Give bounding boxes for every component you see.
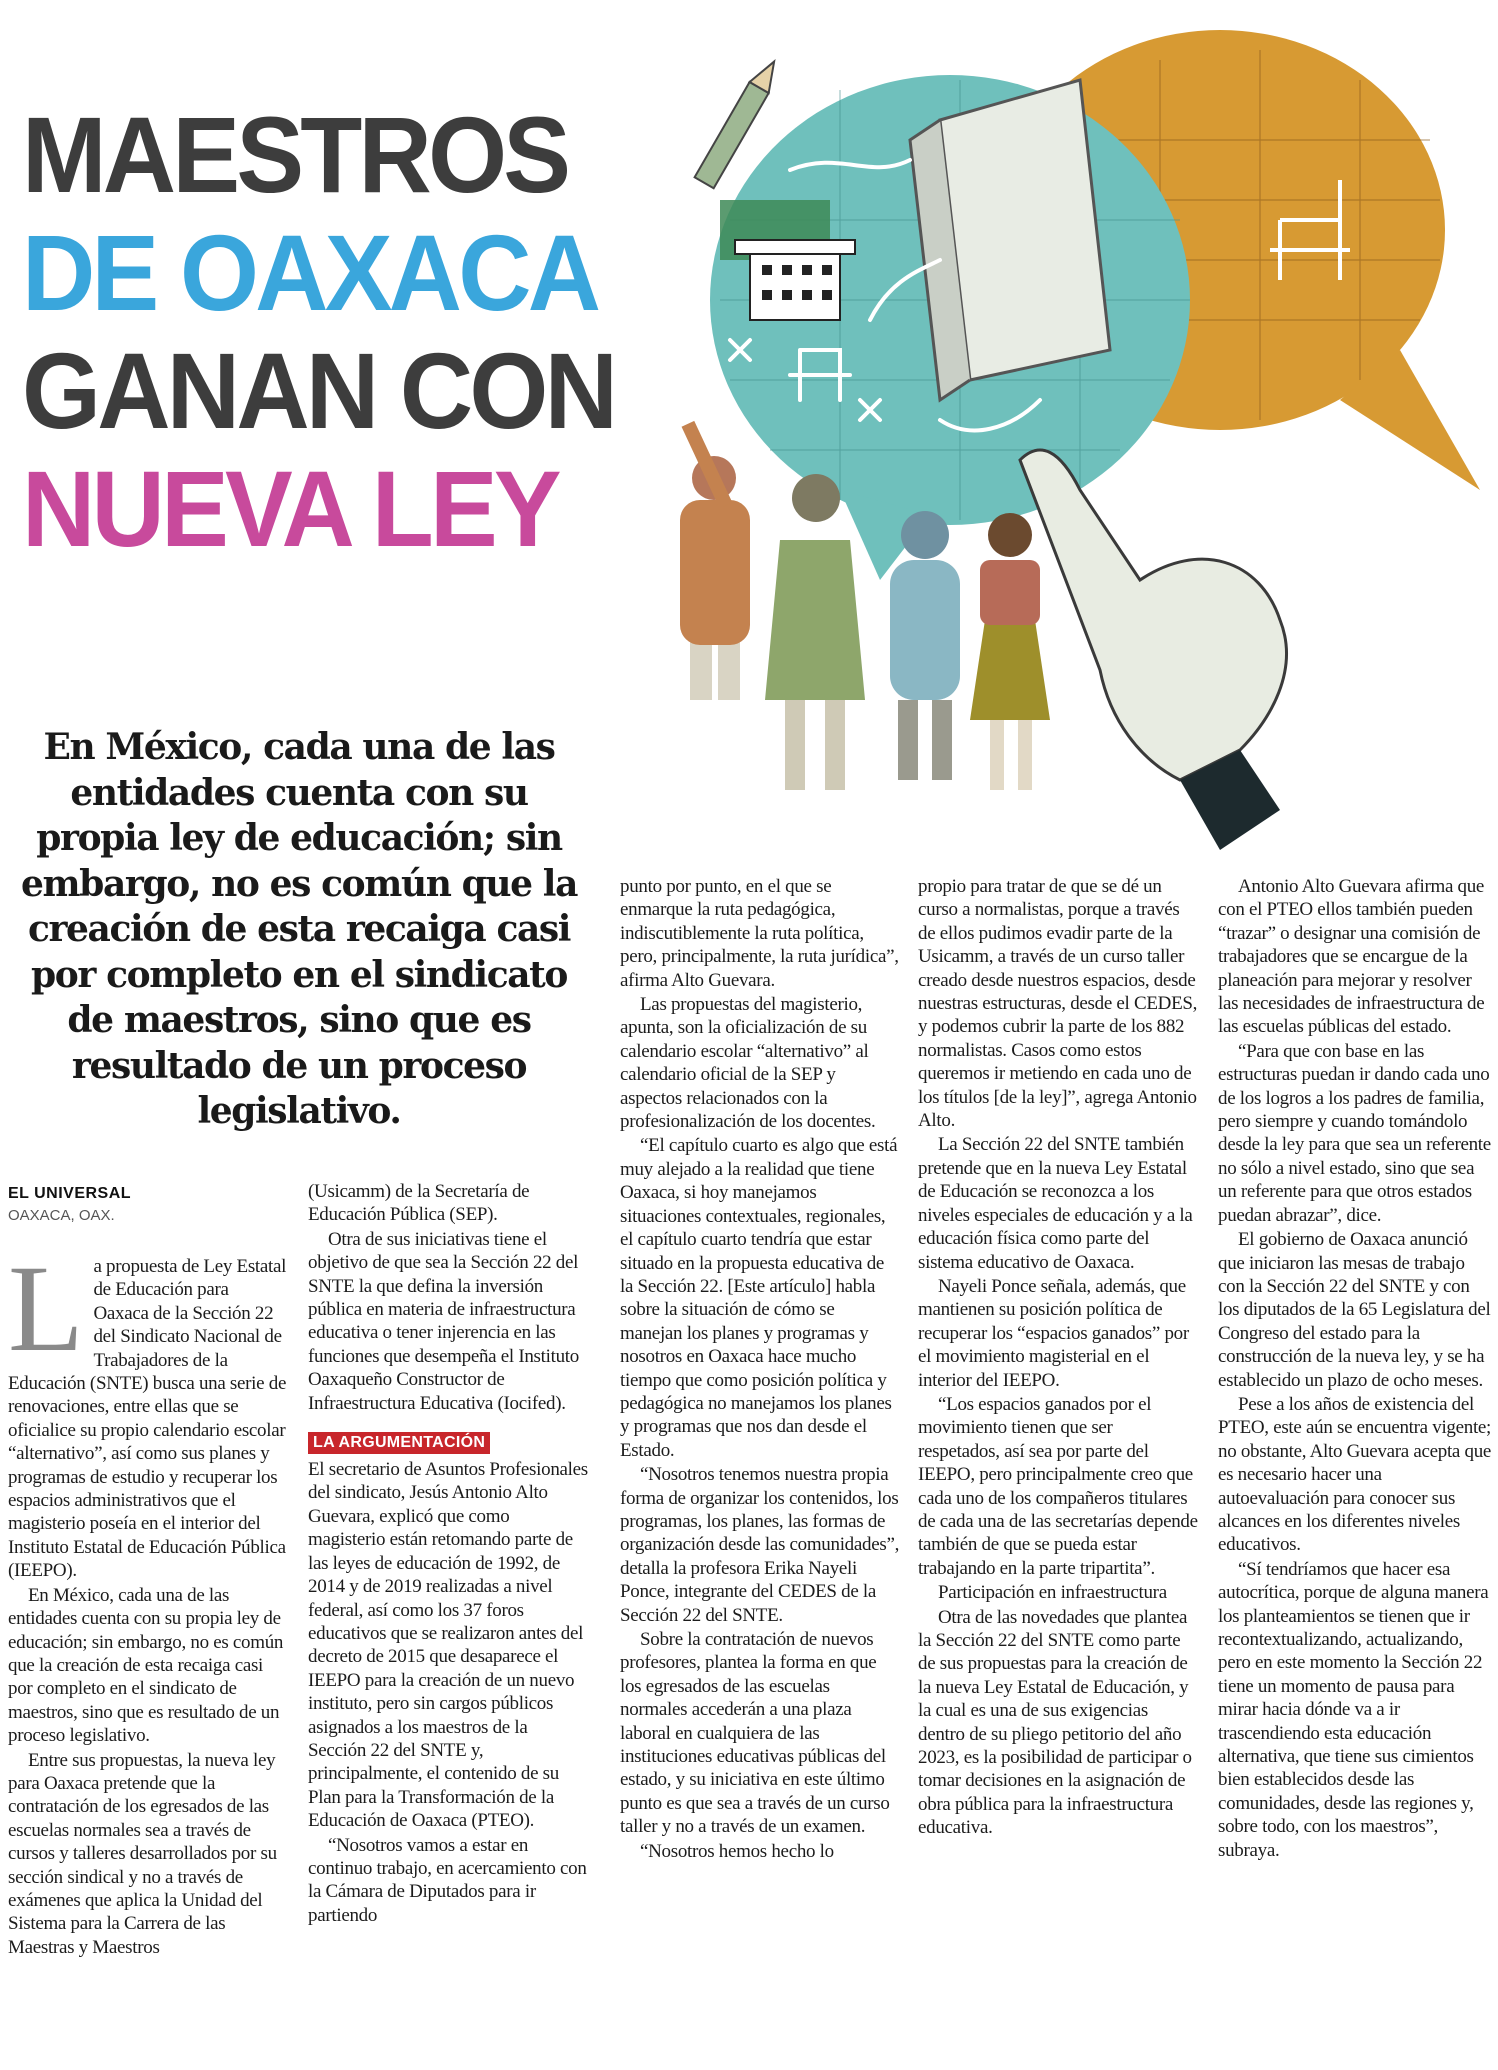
article-paragraph: El secretario de Asuntos Profesionales del sindicato, Jesús Antonio Alto Guevara, explicó que como magisterio están retomando parte de las leyes de educación de 1992, de 2014 y de 2019 realizadas a nivel federal, así como los 37 foros educativos que se realizaron antes del decreto de 2015 que desaparece el IEEPO para la creación de un nuevo instituto, pero sin cargos públicos asignados a los maestros de la Sección 22 del SNTE y, principalmente, el contenido de su Plan para la Transformación de la Educación de Oaxaca (PTEO).	[308, 1459, 588, 1832]
article-column-5	[1218, 875, 1493, 1863]
article-column-4	[918, 875, 1198, 1841]
article-paragraph: propio para tratar de que se dé un curso a normalistas, porque a través de ellos pudimos evadir parte de la Usicamm, a través de un curso taller creado desde nuestros espacios, desde nuestras estructuras, desde el CEDES, y podemos cubrir la parte de los 882 normalistas. Casos como estos queremos ir metiendo en cada uno de los títulos [de la ley]”, agrega Antonio Alto.	[918, 876, 1198, 1132]
article-paragraph: Nayeli Ponce señala, además, que mantienen su posición política de recuperar los “espacios ganados” por el movimiento magisterial en el interior del IEEPO.	[918, 1275, 1189, 1391]
article-paragraph: Antonio Alto Guevara afirma que con el PTEO ellos también pueden “trazar” o designar una comisión de trabajadores que se encargue de la planeación para mejorar y resolver las necesidades de infraestructura de las escuelas públicas del estado.	[1218, 876, 1485, 1038]
article-paragraph: “Nosotros tenemos nuestra propia forma de organizar los contenidos, los programas, los planes, las formas de organización desde las comunidades”, detalla la profesora Erika Nayeli Ponce, integrante del CEDES de la Sección 22 del SNTE.	[620, 1464, 900, 1626]
deck-summary: En México, cada una de las entidades cuenta con su propia ley de educación; sin embargo, no es común que la creación de esta recaiga casi por completo en el sindicato de maestros, sino que es resultado de un proceso legislativo.	[20, 726, 578, 1132]
article-paragraph: En México, cada una de las entidades cuenta con su propia ley de educación; sin embargo, no es común que la creación de esta recaiga casi por completo en el sindicato de maestros, sino que es resultado de un proceso legislativo.	[8, 1584, 284, 1747]
article-paragraph: Otra de sus iniciativas tiene el objetivo de que sea la Sección 22 del SNTE la que defina la inversión pública en materia de infraestructura educativa o tener injerencia en las funciones que desempeña el Instituto Oaxaqueño Constructor de Infraestructura Educativa (Iocifed).	[308, 1228, 579, 1414]
article-paragraph: punto por punto, en el que se enmarque la ruta pedagógica, indiscutiblemente la ruta política, pero, principalmente, la ruta jurídica”, afirma Alto Guevara.	[620, 876, 899, 991]
byline-location: OAXACA, OAX.	[8, 1207, 115, 1224]
article-paragraph: Entre sus propuestas, la nueva ley para Oaxaca pretende que la contratación de los egresados de las escuelas normales sea a través de cursos y talleres desarrollados por su sección sindical y no a través de exámenes que aplica la Unidad del Sistema para la Carrera de las Maestras y Maestros	[8, 1749, 277, 1958]
article-paragraph: “Los espacios ganados por el movimiento tienen que ser respetados, así sea por parte del IEEPO, pero principalmente creo que cada uno de los compañeros titulares de cada una de las secretarías depende también de que se pueda estar trabajando en la parte tripartita”.	[918, 1393, 1198, 1579]
headline-line-1: MAESTROS	[22, 94, 568, 215]
article-paragraph: La propuesta de Ley Estatal de Educación para Oaxaca de la Sección 22 del Sindicato Nacional de Trabajadores de la Educación (SNTE) busca una serie de renovaciones, entre ellas que se oficialice su propio calendario escolar “alternativo”, así como sus planes y programas de estudio y recuperar los espacios administrativos que el magisterio poseía en el interior del Instituto Estatal de Educación Pública (IEEPO).	[8, 1240, 287, 1582]
article-paragraph: El gobierno de Oaxaca anunció que iniciaron las mesas de trabajo con la Sección 22 del SNTE y con los diputados de la 65 Legislatura del Congreso del estado para la construcción de la nueva ley, y se ha establecido un plazo de ocho meses.	[1218, 1229, 1491, 1391]
article-paragraph: “Para que con base en las estructuras puedan ir dando cada uno de los logros a los padres de familia, pero siempre y cuando tomándolo desde la ley para que sea un referente no sólo a nivel estado, sino que sea un referente para que otros estados puedan abrazar”, dice.	[1218, 1040, 1491, 1226]
article-column-2	[308, 1180, 588, 1928]
dropcap: L	[8, 1240, 84, 1377]
pointing-hand-icon	[1020, 450, 1286, 780]
education-illustration-icon	[640, 20, 1498, 878]
article-paragraph: “Sí tendríamos que hacer esa autocrítica, porque de alguna manera los planteamientos se tienen que ir recontextualizando, actualizando, pero en este momento la Sección 22 tiene un momento de pausa para mirar hacia dónde va a ir trascendiendo esta educación alternativa, que tiene sus cimientos bien establecidos desde las comunidades, desde las regiones y, sobre todo, con los maestros”, subraya.	[1218, 1558, 1489, 1861]
byline	[8, 1185, 293, 1224]
article-paragraph: Sobre la contratación de nuevos profesores, plantea la forma en que los egresados de las escuelas normales accederán a una plaza laboral en cualquiera de las instituciones educativas públicas del estado, y su iniciativa en este último punto es que sea a través de un curso taller y no a través de un examen.	[620, 1629, 890, 1838]
headline-line-3: GANAN CON	[22, 330, 615, 451]
article-paragraph: Las propuestas del magisterio, apunta, son la oficialización de su calendario escolar “alternativo” al calendario oficial de la SEP y aspectos relacionados con la profesionalización de los docentes.	[620, 994, 876, 1133]
headline	[22, 94, 615, 569]
section-label: LA ARGUMENTACIÓN	[308, 1432, 490, 1454]
article-paragraph: Pese a los años de existencia del PTEO, este aún se encuentra vigente; no obstante, Alto Guevara acepta que es necesario hacer una autoevaluación para conocer sus alcances en los diferentes niveles educativos.	[1218, 1393, 1492, 1556]
article-column-3	[620, 875, 900, 1864]
headline-line-4: NUEVA LEY	[22, 448, 558, 569]
headline-line-2: DE OAXACA	[22, 212, 598, 333]
byline-org: EL UNIVERSAL	[8, 1185, 132, 1202]
article-paragraph: “Nosotros hemos hecho lo	[640, 1840, 834, 1862]
article-paragraph: La Sección 22 del SNTE también pretende que en la nueva Ley Estatal de Educación se reconozca a los niveles especiales de educación y a la educación física como parte del sistema educativo de Oaxaca.	[918, 1134, 1193, 1273]
article-paragraph: Otra de las novedades que plantea la Sección 22 del SNTE como parte de sus propuestas para la creación de la nueva Ley Estatal de Educación, y la cual es una de sus exigencias dentro de su pliego petitorio del año 2023, es la posibilidad de participar o tomar decisiones en la asignación de obra pública para la infraestructura educativa.	[918, 1606, 1192, 1839]
article-paragraph: (Usicamm) de la Secretaría de Educación Pública (SEP).	[308, 1181, 530, 1226]
article-subhead: Participación en infraestructura	[938, 1582, 1167, 1604]
article-paragraph: “Nosotros vamos a estar en continuo trabajo, en acercamiento con la Cámara de Diputados para ir partiendo	[308, 1834, 587, 1926]
article-paragraph: “El capítulo cuarto es algo que está muy alejado a la realidad que tiene Oaxaca, si hoy manejamos situaciones contextuales, regionales, el capítulo cuarto tendría que estar situado en la propuesta educativa de la Sección 22. [Este artículo] habla sobre la situación de cómo se manejan los planes y programas y nosotros en Oaxaca hace mucho tiempo que como posición política y pedagógica no manejamos los planes y programas que nos dan desde el Estado.	[620, 1135, 898, 1461]
article-column-1	[8, 1240, 288, 1960]
